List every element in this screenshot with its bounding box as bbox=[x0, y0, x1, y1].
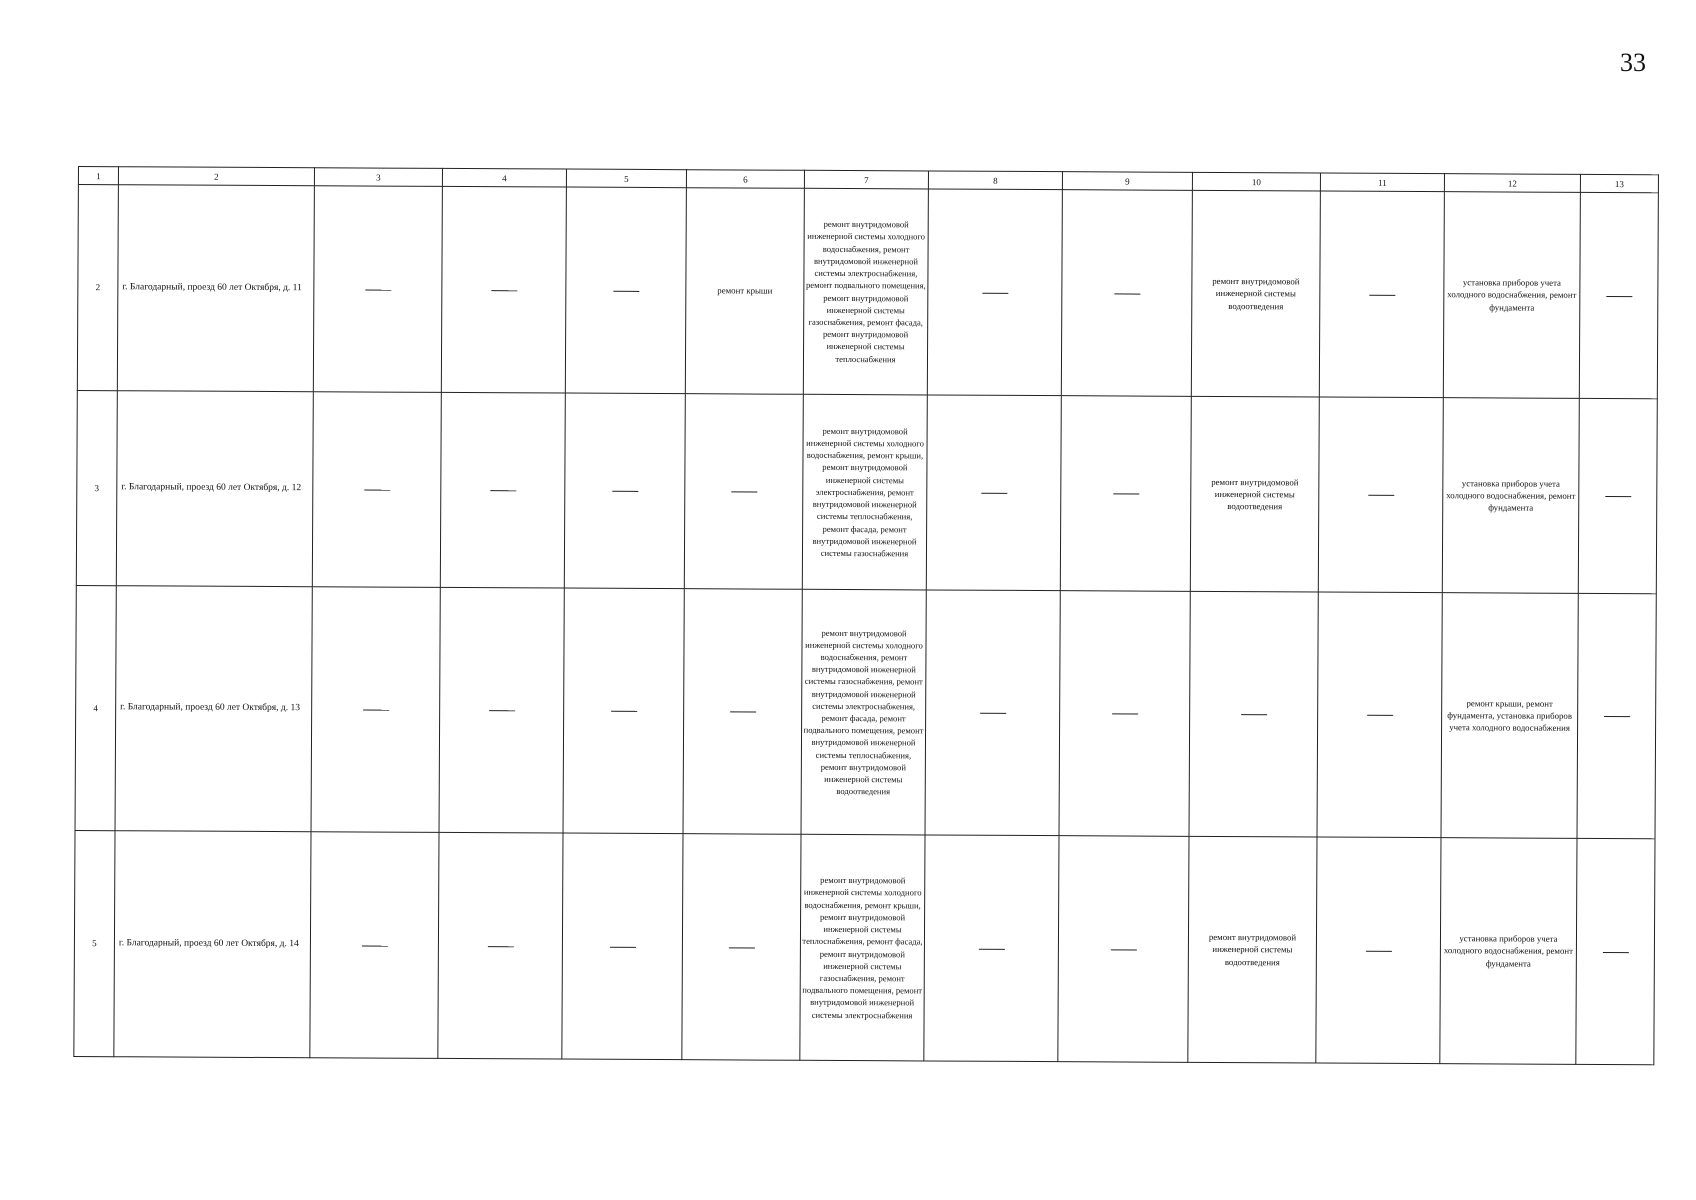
empty-dash-cell bbox=[1578, 398, 1657, 593]
works-cell bbox=[803, 188, 928, 395]
row-number bbox=[74, 830, 115, 1056]
dash-mark bbox=[1368, 495, 1394, 496]
empty-dash-cell bbox=[1579, 192, 1658, 398]
schedule-table-wrapper bbox=[73, 166, 1659, 1065]
column-number: 13 bbox=[1580, 174, 1658, 192]
works-cell bbox=[1442, 398, 1579, 594]
empty-dash-cell bbox=[1058, 836, 1189, 1063]
column-number: 8 bbox=[928, 171, 1062, 190]
column-number: 9 bbox=[1062, 172, 1192, 191]
dash-mark bbox=[981, 493, 1007, 494]
schedule-table bbox=[73, 166, 1659, 1065]
dash-mark bbox=[1602, 952, 1628, 953]
cell-text: 5 bbox=[92, 938, 97, 949]
column-number: 10 bbox=[1192, 172, 1320, 191]
column-number: 6 bbox=[686, 170, 804, 189]
row-number bbox=[75, 585, 116, 830]
cell-text: 3 bbox=[94, 482, 100, 493]
dash-mark bbox=[1604, 716, 1630, 717]
dash-mark bbox=[613, 291, 639, 292]
empty-dash-cell bbox=[439, 587, 564, 833]
works-cell bbox=[1188, 836, 1317, 1063]
empty-dash-cell bbox=[927, 189, 1062, 396]
cell-text: ремонт внутридомовой инженерной системы холодного водоснабжения, ремонт внутридомовой инженерной системы электроснабжения, ремонт подвального помещения, ремонт внутридомовой инженерной системы газоснабжения, ремонт фасада, ремонт внутридомовой инженерной системы теплоснабжения bbox=[805, 219, 926, 364]
empty-dash-cell bbox=[563, 588, 684, 834]
empty-dash-cell bbox=[682, 834, 801, 1061]
empty-dash-cell bbox=[438, 832, 563, 1059]
dash-mark bbox=[1110, 949, 1136, 950]
cell-text: ремонт крыши bbox=[717, 285, 773, 297]
row-number bbox=[77, 185, 118, 391]
empty-dash-cell bbox=[1061, 190, 1192, 397]
empty-dash-cell bbox=[924, 835, 1059, 1062]
works-cell bbox=[685, 188, 804, 395]
dash-mark bbox=[1365, 950, 1391, 951]
works-cell bbox=[1190, 396, 1319, 592]
empty-dash-cell bbox=[1318, 397, 1443, 593]
empty-dash-cell bbox=[1060, 396, 1191, 592]
cell-text: г. Благодарный, проезд 60 лет Октября, д. 11 bbox=[122, 281, 302, 293]
column-number: 12 bbox=[1444, 174, 1580, 193]
cell-text: установка приборов учета холодного водоснабжения, ремонт фундамента bbox=[1446, 477, 1576, 513]
dash-mark bbox=[363, 710, 389, 711]
empty-dash-cell bbox=[925, 590, 1060, 836]
column-number: 2 bbox=[118, 167, 314, 186]
table-body bbox=[74, 167, 1659, 1065]
cell-text: ремонт внутридомовой инженерной системы водоотведения bbox=[1211, 476, 1299, 512]
cell-text: ремонт внутридомовой инженерной системы холодного водоснабжения, ремонт крыши, ремонт внутридомовой инженерной системы теплоснабжения, ремонт фасада, ремонт внутридомовой инженерной системы газоснабжения, ремонт подвального помещения, ремонт внутридомовой инженерной системы электроснабжения bbox=[802, 875, 923, 1020]
table-row bbox=[77, 185, 1658, 399]
cell-text: ремонт крыши, ремонт фундамента, установка приборов учета холодного водоснабжения bbox=[1447, 697, 1573, 733]
empty-dash-cell bbox=[1319, 191, 1444, 398]
cell-text: г. Благодарный, проезд 60 лет Октября, д. 14 bbox=[118, 937, 299, 949]
column-number: 11 bbox=[1320, 173, 1444, 192]
dash-mark bbox=[730, 712, 756, 713]
cell-text: ремонт внутридомовой инженерной системы водоотведения bbox=[1208, 932, 1297, 967]
page-number: 33 bbox=[1620, 48, 1646, 77]
dash-mark bbox=[611, 711, 637, 712]
cell-text: г. Благодарный, проезд 60 лет Октября, д. 13 bbox=[120, 702, 301, 714]
dash-mark bbox=[612, 491, 638, 492]
dash-mark bbox=[489, 710, 515, 711]
empty-dash-cell bbox=[684, 394, 803, 590]
column-number: 1 bbox=[78, 167, 118, 185]
table-row bbox=[76, 390, 1657, 593]
works-cell bbox=[1441, 593, 1578, 839]
cell-text: г. Благодарный, проезд 60 лет Октября, д. 12 bbox=[121, 482, 302, 494]
cell-text: установка приборов учета холодного водоснабжения, ремонт фундамента bbox=[1447, 277, 1577, 313]
empty-dash-cell bbox=[313, 186, 442, 393]
dash-mark bbox=[1114, 293, 1140, 294]
dash-mark bbox=[1606, 296, 1632, 297]
cell-text: ремонт внутридомовой инженерной системы холодного водоснабжения, ремонт крыши, ремонт внутридомовой инженерной системы электроснабжения, ремонт внутридомовой инженерной системы теплоснабжения, ремонт фасада, ремонт внутридомовой инженерной системы газоснабжения bbox=[806, 425, 924, 559]
dash-mark bbox=[1241, 714, 1267, 715]
column-number: 5 bbox=[566, 169, 686, 188]
empty-dash-cell bbox=[926, 395, 1061, 591]
dash-mark bbox=[491, 290, 517, 291]
dash-mark bbox=[978, 948, 1004, 949]
dash-mark bbox=[487, 946, 513, 947]
works-cell bbox=[802, 394, 927, 590]
empty-dash-cell bbox=[1316, 837, 1441, 1064]
empty-dash-cell bbox=[311, 587, 440, 833]
column-number: 7 bbox=[804, 170, 928, 189]
empty-dash-cell bbox=[564, 393, 685, 589]
dash-mark bbox=[364, 490, 390, 491]
address-cell bbox=[117, 185, 314, 392]
works-cell bbox=[801, 589, 926, 835]
empty-dash-cell bbox=[1576, 838, 1655, 1064]
dash-mark bbox=[982, 292, 1008, 293]
dash-mark bbox=[365, 289, 391, 290]
empty-dash-cell bbox=[1189, 591, 1318, 837]
works-cell bbox=[1443, 192, 1580, 399]
row-number bbox=[76, 390, 117, 585]
dash-mark bbox=[980, 713, 1006, 714]
empty-dash-cell bbox=[1059, 591, 1190, 837]
dash-mark bbox=[1367, 715, 1393, 716]
works-cell bbox=[800, 834, 925, 1061]
dash-mark bbox=[1369, 294, 1395, 295]
empty-dash-cell bbox=[1317, 592, 1442, 838]
address-cell bbox=[114, 831, 311, 1058]
table-row bbox=[74, 830, 1655, 1064]
dash-mark bbox=[728, 947, 754, 948]
cell-text: установка приборов учета холодного водоснабжения, ремонт фундамента bbox=[1443, 933, 1573, 969]
empty-dash-cell bbox=[1577, 593, 1656, 838]
address-cell bbox=[115, 586, 312, 832]
dash-mark bbox=[731, 492, 757, 493]
cell-text: 2 bbox=[95, 282, 101, 293]
table-row bbox=[75, 585, 1656, 838]
works-cell bbox=[1191, 190, 1320, 397]
cell-text: 4 bbox=[93, 702, 98, 713]
cell-text: ремонт внутридомовой инженерной системы холодного водоснабжения, ремонт внутридомовой инженерной системы газоснабжения, ремонт внутридомовой инженерной системы электроснабжения, ремонт фасада, ремонт подвального помещения, ремонт внутридомовой инженерной системы теплоснабжения, ремонт внутридомовой инженерной системы водоотведения bbox=[803, 627, 924, 797]
dash-mark bbox=[1112, 714, 1138, 715]
column-number: 3 bbox=[314, 168, 442, 187]
dash-mark bbox=[361, 945, 387, 946]
cell-text: ремонт внутридомовой инженерной системы водоотведения bbox=[1212, 276, 1300, 311]
empty-dash-cell bbox=[440, 392, 565, 588]
empty-dash-cell bbox=[683, 589, 802, 835]
dash-mark bbox=[1113, 494, 1139, 495]
empty-dash-cell bbox=[565, 187, 686, 394]
empty-dash-cell bbox=[562, 833, 683, 1060]
dash-mark bbox=[609, 947, 635, 948]
address-cell bbox=[116, 391, 313, 587]
empty-dash-cell bbox=[312, 392, 441, 588]
column-number: 4 bbox=[442, 168, 566, 187]
works-cell bbox=[1440, 838, 1577, 1065]
dash-mark bbox=[490, 490, 516, 491]
empty-dash-cell bbox=[310, 832, 439, 1059]
empty-dash-cell bbox=[441, 186, 566, 393]
dash-mark bbox=[1605, 496, 1631, 497]
